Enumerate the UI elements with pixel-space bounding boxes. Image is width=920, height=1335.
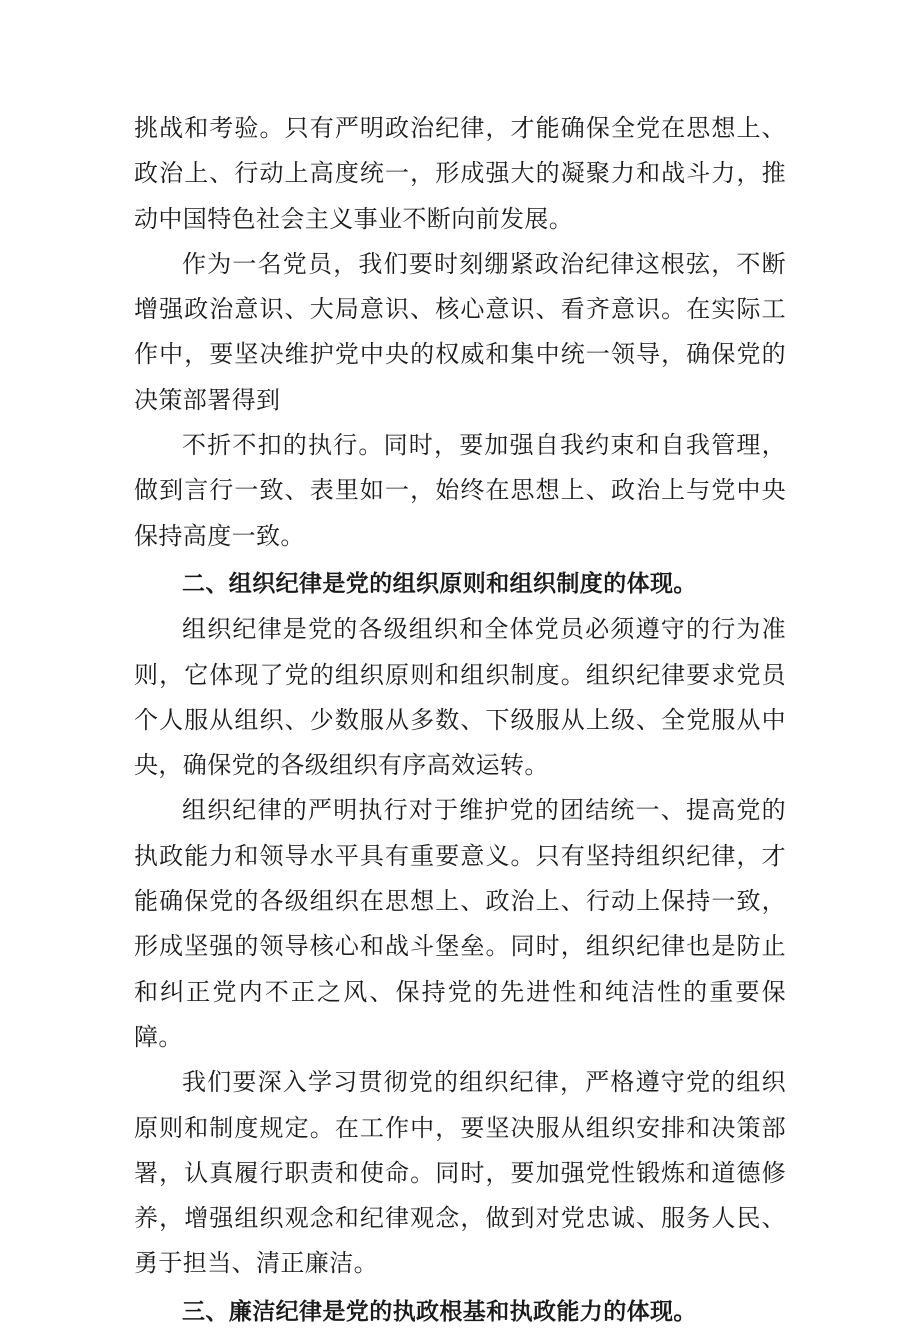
paragraph: 我们要深入学习贯彻党的组织纪律，严格遵守党的组织原则和制度规定。在工作中，要坚决服从组织安排和决策部署，认真履行职责和使命。同时，要加强党性锻炼和道德修养，增强组织观念和纪律观念，做到对党忠诚、服务人民、勇于担当、清正廉洁。 xyxy=(134,1068,786,1278)
document-body xyxy=(134,106,786,1335)
paragraph: 组织纪律的严明执行对于维护党的团结统一、提高党的执政能力和领导水平具有重要意义。只有坚持组织纪律，才能确保党的各级组织在思想上、政治上、行动上保持一致，形成坚强的领导核心和战斗堡垒。同时，组织纪律也是防止和纠正党内不正之风、保持党的先进性和纯洁性的重要保障。 xyxy=(134,796,786,1051)
paragraph: 组织纪律是党的各级组织和全体党员必须遵守的行为准则，它体现了党的组织原则和组织制度。组织纪律要求党员个人服从组织、少数服从多数、下级服从上级、全党服从中央，确保党的各级组织有序高效运转。 xyxy=(134,615,786,780)
section-heading: 三、廉洁纪律是党的执政根基和执政能力的体现。 xyxy=(182,1298,697,1325)
paragraph: 不折不扣的执行。同时，要加强自我约束和自我管理，做到言行一致、表里如一，始终在思想上、政治上与党中央保持高度一致。 xyxy=(134,431,786,550)
section-heading: 二、组织纪律是党的组织原则和组织制度的体现。 xyxy=(182,570,697,597)
paragraph-continuation: 挑战和考验。只有严明政治纪律，才能确保全党在思想上、政治上、行动上高度统一，形成强大的凝聚力和战斗力，推动中国特色社会主义事业不断向前发展。 xyxy=(134,114,786,233)
paragraph: 作为一名党员，我们要时刻绷紧政治纪律这根弦，不断增强政治意识、大局意识、核心意识、看齐意识。在实际工作中，要坚决维护党中央的权威和集中统一领导，确保党的决策部署得到 xyxy=(134,249,786,414)
